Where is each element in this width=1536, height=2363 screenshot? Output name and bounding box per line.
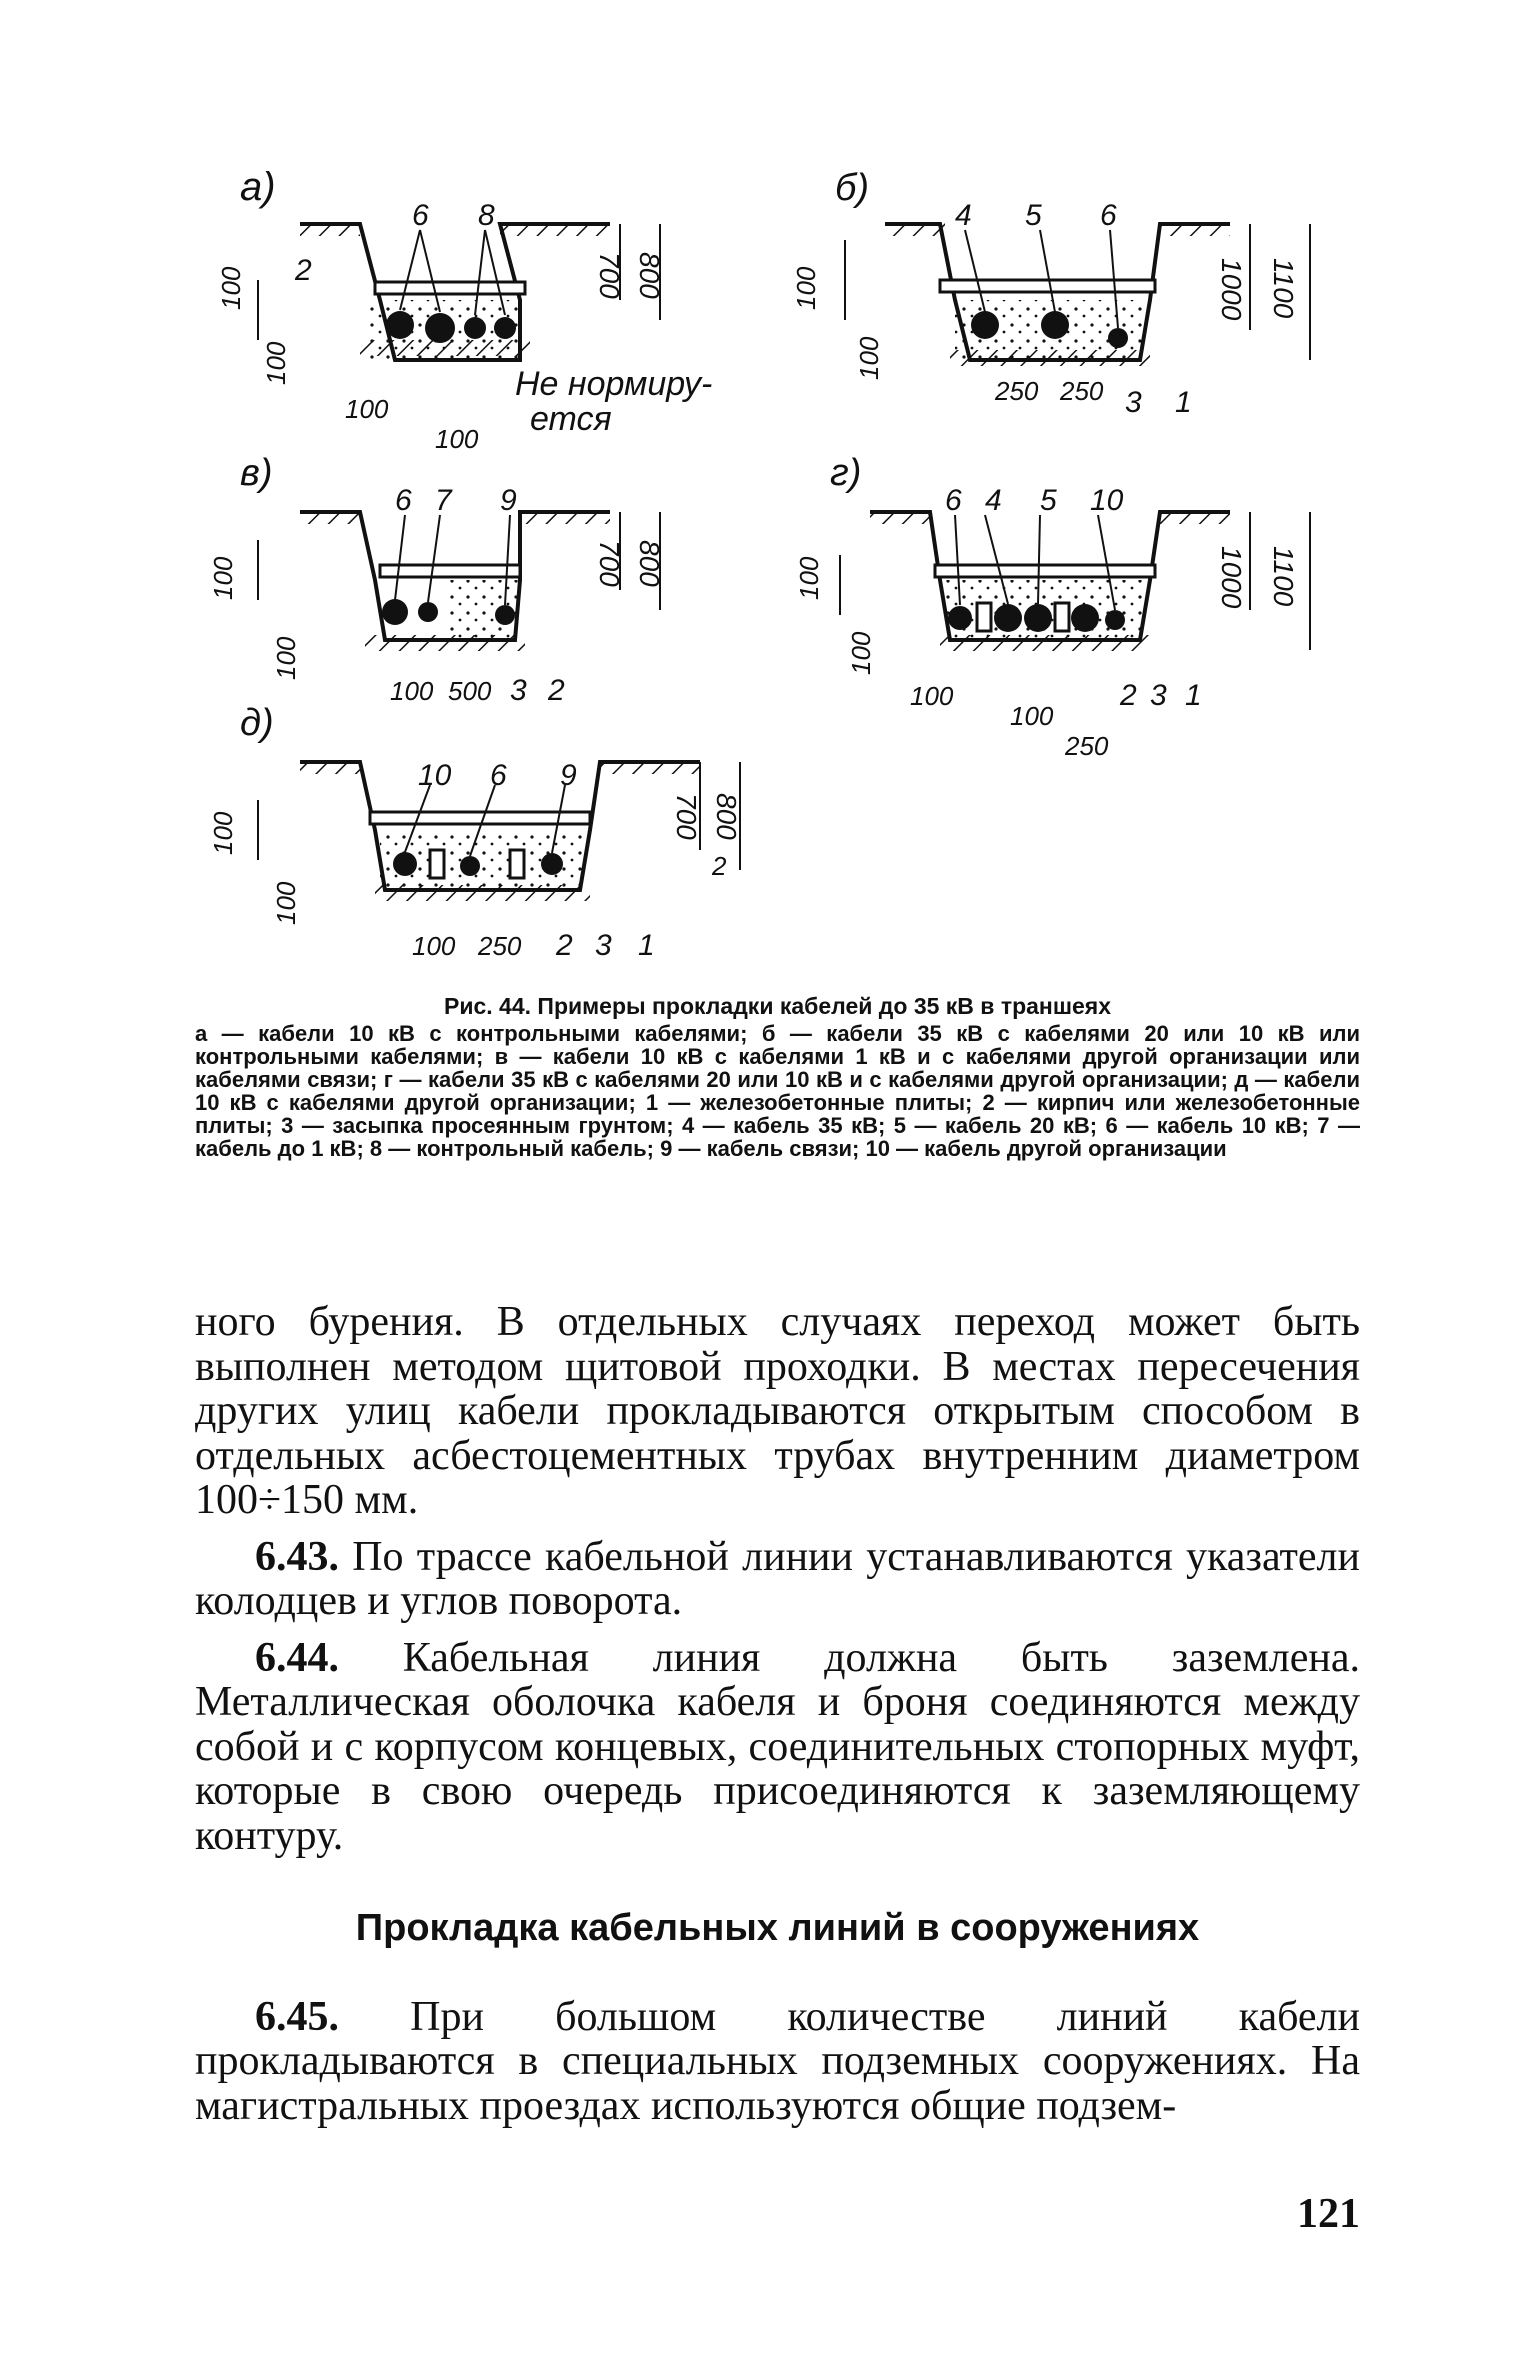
dimension-label: 800: [634, 540, 665, 587]
callout-number: 5: [1040, 484, 1057, 517]
callout-number: 2: [1120, 679, 1137, 712]
panel-label: б): [835, 167, 870, 209]
note-text: ется: [530, 400, 612, 438]
callout-number: 3: [1150, 679, 1167, 712]
panel-label: д): [240, 702, 274, 744]
paragraph-6-43: [195, 1535, 1360, 1624]
dimension-label: 250: [995, 376, 1039, 406]
callout-number: 6: [395, 484, 412, 517]
dimension-label: 1000: [1216, 546, 1247, 609]
brick: [1055, 603, 1069, 631]
dimension-label: 100: [794, 556, 824, 600]
dimension-label: 500: [448, 676, 492, 706]
cable: [393, 852, 417, 876]
callout-number: 2: [548, 674, 565, 707]
dimension-label: 250: [478, 931, 522, 961]
dimension-label: 800: [711, 793, 742, 840]
dimension-label: 100: [1010, 701, 1054, 731]
dimension-label: 700: [594, 252, 625, 299]
callout-number: 6: [412, 199, 429, 232]
cable: [948, 606, 972, 630]
page-number: 121: [1297, 2191, 1360, 2237]
panel-label: в): [240, 452, 273, 494]
dimension-label: 700: [671, 793, 702, 840]
dimension-label: 800: [634, 252, 665, 299]
dimension-label: 100: [271, 881, 301, 925]
callout-number: 8: [478, 199, 495, 232]
callout-number: 6: [1100, 199, 1117, 232]
callout-number: 2: [295, 254, 312, 287]
slab: [935, 565, 1155, 577]
cable: [1024, 604, 1052, 632]
cable: [464, 317, 486, 339]
paragraph: ного бурения. В отдельных случаях переход может быть выполнен методом щитовой проходки. В местах пересечения других улиц кабели прокладываются открытым способом в отдельных асбестоцементных трубах внутренним диаметром 100÷150 мм.: [195, 1299, 1360, 1523]
dimension-label: 250: [1060, 376, 1104, 406]
body-text: [195, 1300, 1360, 2128]
paragraph-6-45: [195, 1995, 1360, 2129]
cable: [418, 602, 438, 622]
brick: [977, 603, 991, 631]
cable: [382, 599, 408, 625]
panel-label: а): [240, 165, 276, 209]
clause-number: 6.45.: [255, 1993, 339, 2040]
callout-number: 4: [985, 484, 1002, 517]
callout-number: 7: [435, 484, 452, 517]
dimension-label: 700: [594, 540, 625, 587]
callout-number: 10: [1090, 484, 1124, 517]
callout-number: 9: [560, 759, 577, 792]
brick: [430, 850, 444, 878]
cable: [460, 856, 480, 876]
cable: [386, 311, 414, 339]
dimension-label: 100: [216, 266, 246, 310]
dimension-label: 100: [261, 341, 291, 385]
callout-number: 10: [418, 759, 452, 792]
dimension-label: 100: [271, 636, 301, 680]
panel-g: [794, 452, 1310, 761]
panel-b: [791, 167, 1310, 419]
slab: [375, 282, 525, 294]
panel-label: г): [830, 452, 862, 494]
caption-title: Рис. 44. Примеры прокладки кабелей до 35 кВ в траншеях: [444, 993, 1111, 1019]
bottom-hatch: [950, 350, 1150, 366]
callout-number: 1: [638, 929, 655, 962]
cable: [1108, 328, 1128, 348]
callout-number: 3: [1125, 386, 1142, 419]
callout-number: 6: [490, 759, 507, 792]
dimension-label: 100: [846, 631, 876, 675]
figure-caption: [195, 995, 1360, 1160]
dimension-label: 100: [390, 676, 434, 706]
cable: [1105, 610, 1125, 630]
dimension-label: 1100: [1268, 546, 1299, 607]
dimension-label: 100: [910, 681, 954, 711]
trench-figure: [0, 0, 1536, 980]
cable: [425, 313, 455, 343]
bottom-hatch: [360, 340, 530, 356]
cable: [1041, 311, 1069, 339]
callout-number: 2: [712, 851, 727, 881]
bottom-hatch: [375, 885, 590, 901]
bottom-hatch: [365, 635, 525, 651]
clause-number: 6.44.: [255, 1634, 339, 1681]
callout-number: 6: [945, 484, 962, 517]
clause-number: 6.43.: [255, 1533, 339, 1580]
callout-number: 9: [500, 484, 517, 517]
dimension-label: 100: [791, 266, 821, 310]
dimension-label: 1000: [1216, 258, 1247, 321]
paragraph-6-44: [195, 1636, 1360, 1859]
dimension-label: 100: [435, 424, 479, 454]
section-heading: Прокладка кабельных линий в сооружениях: [355, 1907, 1200, 1949]
note-text: Не нормиру-: [515, 365, 713, 403]
slab: [940, 280, 1155, 292]
callout-number: 3: [510, 674, 527, 707]
dimension-label: 250: [1065, 731, 1109, 761]
brick: [510, 850, 524, 878]
bottom-hatch: [940, 635, 1150, 651]
caption-body: а — кабели 10 кВ с контрольными кабелями; б — кабели 35 кВ с кабелями 20 или 10 кВ или контрольными кабелями; в — кабели 10 кВ с кабелями 1 кВ и с кабелями другой организации или кабелями связи; г — кабели 35 кВ с кабелями 20 или 10 кВ и с кабелями другой организации; д — кабели 10 кВ с кабелями другой организации; 1 — железобетонные плиты; 2 — кирпич или железобетонные плиты; 3 — засыпка просеянным грунтом; 4 — кабель 35 кВ; 5 — кабель 20 кВ; 6 — кабель 10 кВ; 7 — кабель до 1 кВ; 8 — контрольный кабель; 9 — кабель связи; 10 — кабель другой организации: [195, 1021, 1360, 1161]
dimension-label: 100: [854, 336, 884, 380]
callout-number: 2: [556, 929, 573, 962]
callout-number: 3: [595, 929, 612, 962]
cable: [971, 311, 999, 339]
callout-number: 5: [1025, 199, 1042, 232]
dimension-label: 100: [345, 394, 389, 424]
cable: [1071, 604, 1099, 632]
cable: [994, 604, 1022, 632]
panel-a: [216, 165, 712, 454]
cable: [494, 317, 516, 339]
callout-number: 4: [955, 199, 972, 232]
dimension-label: 100: [208, 556, 238, 600]
dimension-label: 100: [208, 811, 238, 855]
callout-number: 1: [1175, 386, 1192, 419]
dimension-label: 1100: [1268, 258, 1299, 319]
paragraph-text: По трассе кабельной линии устанавливаются указатели колодцев и углов поворота.: [195, 1533, 1360, 1624]
dimension-label: 100: [412, 931, 456, 961]
panel-v: [208, 452, 665, 707]
cable: [495, 605, 515, 625]
paragraph-text: При большом количестве линий кабели прокладываются в специальных подземных сооружениях. На магистральных проездах используются общие подзем-: [195, 1993, 1360, 2129]
cable: [541, 853, 563, 875]
callout-number: 1: [1185, 679, 1202, 712]
slab: [380, 565, 520, 577]
paragraph-text: Кабельная линия должна быть заземлена. Металлическая оболочка кабеля и броня соединяются между собой и с корпусом концевых, соединительных стопорных муфт, которые в свою очередь присоединяются к заземляющему контуру.: [195, 1634, 1360, 1859]
panel-d: [208, 702, 742, 962]
